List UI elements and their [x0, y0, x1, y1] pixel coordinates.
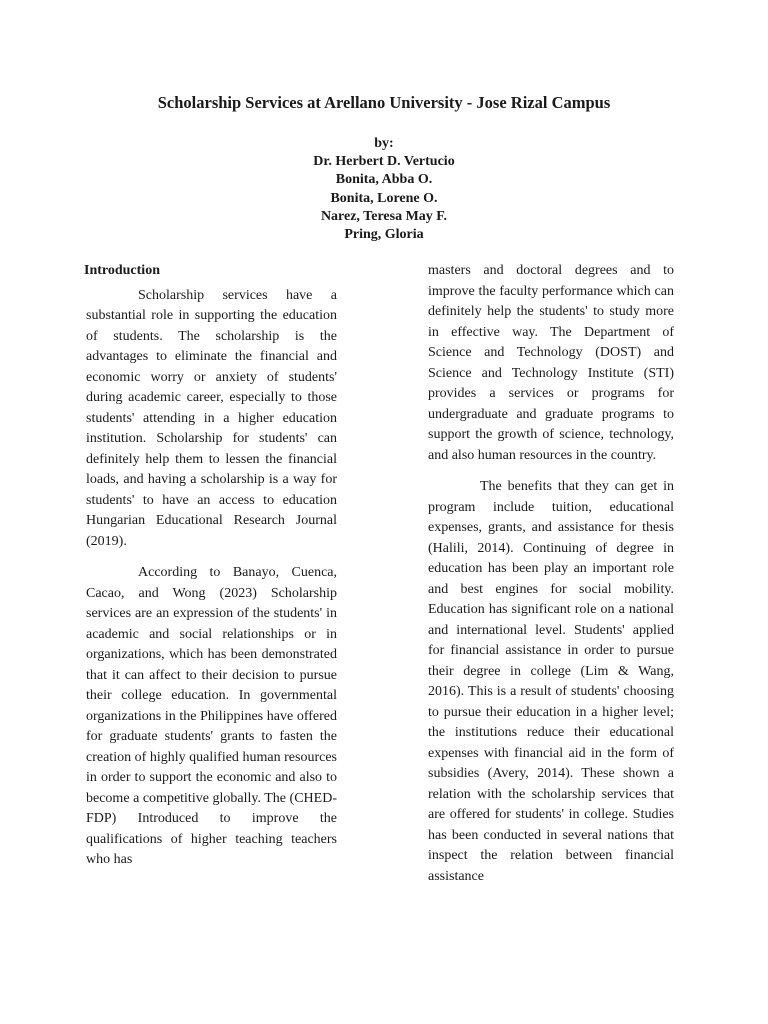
paper-title: Scholarship Services at Arellano University - Jose Rizal Campus — [157, 93, 611, 112]
author-name: Pring, Gloria — [344, 227, 424, 243]
author-name: Narez, Teresa May F. — [320, 208, 448, 224]
section-heading-introduction: Introduction — [84, 263, 160, 278]
author-block — [0, 135, 768, 244]
body-paragraph-continued: masters and doctoral degrees and to improve the faculty performance which can definitely help the students' to study more in effective way. The Department of Science and Technology (DOST) and Science and Technology Institute (STI) provides a services or programs for undergraduate and graduate programs to support the growth of science, technology, and also human resources in the country. — [428, 263, 674, 463]
left-column — [86, 261, 337, 882]
body-paragraph: The benefits that they can get in program include tuition, educational expenses, grants, and assistance for thesis (Halili, 2014). Continuing of degree in education has been play an important role and best engines for social mobility. Education has significant role on a national and international level. Students' applied for financial assistance in order to pursue their degree in college (Lim & Wang, 2016). This is a result of students' choosing to pursue their education in a higher level; the institutions reduce their educational expenses with financial aid in the form of subsidies (Avery, 2014). These shown a relation with the scholarship services that are offered for students' in college. Studies has been conducted in several nations that inspect the relation between financial assistance — [428, 479, 674, 884]
author-name: Bonita, Abba O. — [335, 172, 433, 188]
right-column — [428, 261, 674, 898]
body-paragraph: Scholarship services have a substantial role in supporting the education of students. The scholarship is the advantages to eliminate the financial and economic worry or anxiety of students' during academic career, especially to those students' attending in a higher education institution. Scholarship for students' can definitely help them to lessen the financial loads, and having a scholarship is a way for students' to have an access to education Hungarian Educational Research Journal (2019). — [86, 287, 337, 549]
author-name: Bonita, Lorene O. — [330, 190, 438, 206]
author-name: Dr. Herbert D. Vertucio — [313, 154, 455, 170]
by-label: by: — [374, 136, 394, 151]
body-paragraph: According to Banayo, Cuenca, Cacao, and Wong (2023) Scholarship services are an expression of the students' in academic and social relationships or in organizations, which has been demonstrated that it can affect to their decision to pursue their college education. In governmental organizations in the Philippines have offered for graduate students' grants to fasten the creation of highly qualified human resources in order to support the economic and also to become a competitive globally. The (CHED-FDP) Introduced to improve the qualifications of higher teaching teachers who has — [86, 565, 337, 867]
